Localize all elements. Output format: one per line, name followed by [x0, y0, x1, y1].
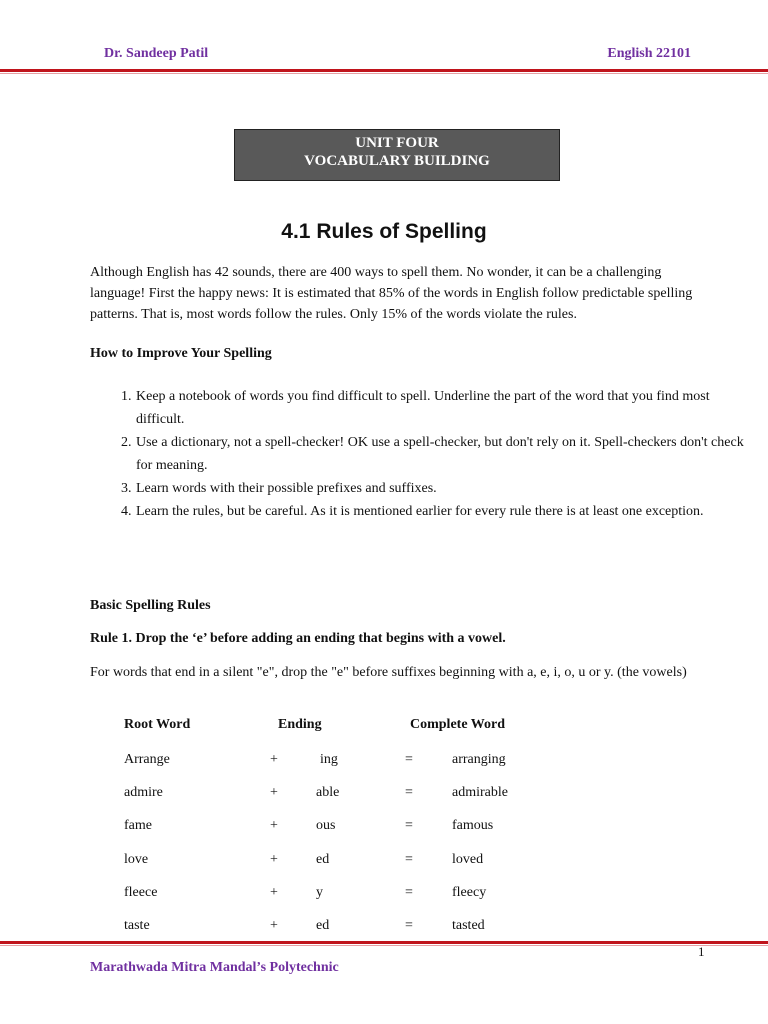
equals-sign: =	[405, 885, 413, 900]
page-title: 4.1 Rules of Spelling	[281, 220, 487, 243]
root-word: Arrange	[124, 752, 170, 767]
rule1-description: For words that end in a silent "e", drop the "e" before suffixes beginning with a, e, i, o, u or y. (the vowels)	[90, 665, 687, 680]
tip-item: 4. Learn the rules, but be careful. As it is mentioned earlier for every rule there is at least one exception.	[135, 500, 747, 523]
ending: ous	[316, 818, 336, 833]
rule1-heading: Rule 1. Drop the ‘e’ before adding an ending that begins with a vowel.	[90, 631, 506, 646]
plus-sign: +	[270, 818, 278, 833]
root-word: fame	[124, 818, 152, 833]
tips-list	[90, 385, 747, 523]
table-header-complete: Complete Word	[410, 717, 506, 732]
equals-sign: =	[405, 818, 413, 833]
root-word: admire	[124, 785, 163, 800]
complete-word: famous	[452, 818, 494, 833]
ending: y	[316, 885, 323, 900]
table-header-root: Root Word	[124, 717, 191, 732]
equals-sign: =	[405, 852, 413, 867]
page-number: 1	[698, 944, 705, 959]
ending: ed	[316, 852, 330, 867]
plus-sign: +	[270, 885, 278, 900]
complete-word: arranging	[452, 752, 506, 767]
footer-rule-shadow	[0, 945, 768, 946]
equals-sign: =	[405, 785, 413, 800]
plus-sign: +	[270, 852, 278, 867]
unit-label: UNIT FOUR	[355, 135, 439, 151]
intro-paragraph: Although English has 42 sounds, there are 400 ways to spell them. No wonder, it can be a challenging language! First the happy news: It is estimated that 85% of the words in English follow predictable spelling patterns. That is, most words follow the rules. Only 15% of the words violate the rules.	[90, 265, 693, 322]
root-word: taste	[124, 918, 150, 933]
tip-item: 2. Use a dictionary, not a spell-checker! OK use a spell-checker, but don't rely on it. Spell-checkers don't check for meaning.	[135, 431, 747, 477]
equals-sign: =	[405, 752, 413, 767]
equals-sign: =	[405, 918, 413, 933]
unit-box	[234, 129, 560, 181]
plus-sign: +	[270, 785, 278, 800]
ending: ed	[316, 918, 330, 933]
plus-sign: +	[270, 918, 278, 933]
footer-rule	[0, 941, 768, 944]
complete-word: loved	[452, 852, 484, 867]
complete-word: admirable	[452, 785, 508, 800]
unit-topic: VOCABULARY BUILDING	[304, 153, 490, 169]
footer-institution: Marathwada Mitra Mandal’s Polytechnic	[90, 960, 339, 975]
root-word: fleece	[124, 885, 158, 900]
table-header-ending: Ending	[278, 717, 322, 732]
improve-heading: How to Improve Your Spelling	[90, 346, 272, 361]
ending: able	[316, 785, 340, 800]
header-course: English 22101	[607, 46, 691, 61]
complete-word: tasted	[452, 918, 485, 933]
complete-word: fleecy	[452, 885, 487, 900]
header-author: Dr. Sandeep Patil	[104, 46, 209, 61]
header-rule	[0, 69, 768, 72]
plus-sign: +	[270, 752, 278, 767]
tip-item: 1. Keep a notebook of words you find difficult to spell. Underline the part of the word that you find most difficult.	[135, 385, 747, 431]
root-word: love	[124, 852, 149, 867]
header-rule-shadow	[0, 73, 768, 74]
basic-rules-heading: Basic Spelling Rules	[90, 598, 211, 613]
ending: ing	[320, 752, 338, 767]
tip-item: 3. Learn words with their possible prefixes and suffixes.	[135, 477, 747, 500]
